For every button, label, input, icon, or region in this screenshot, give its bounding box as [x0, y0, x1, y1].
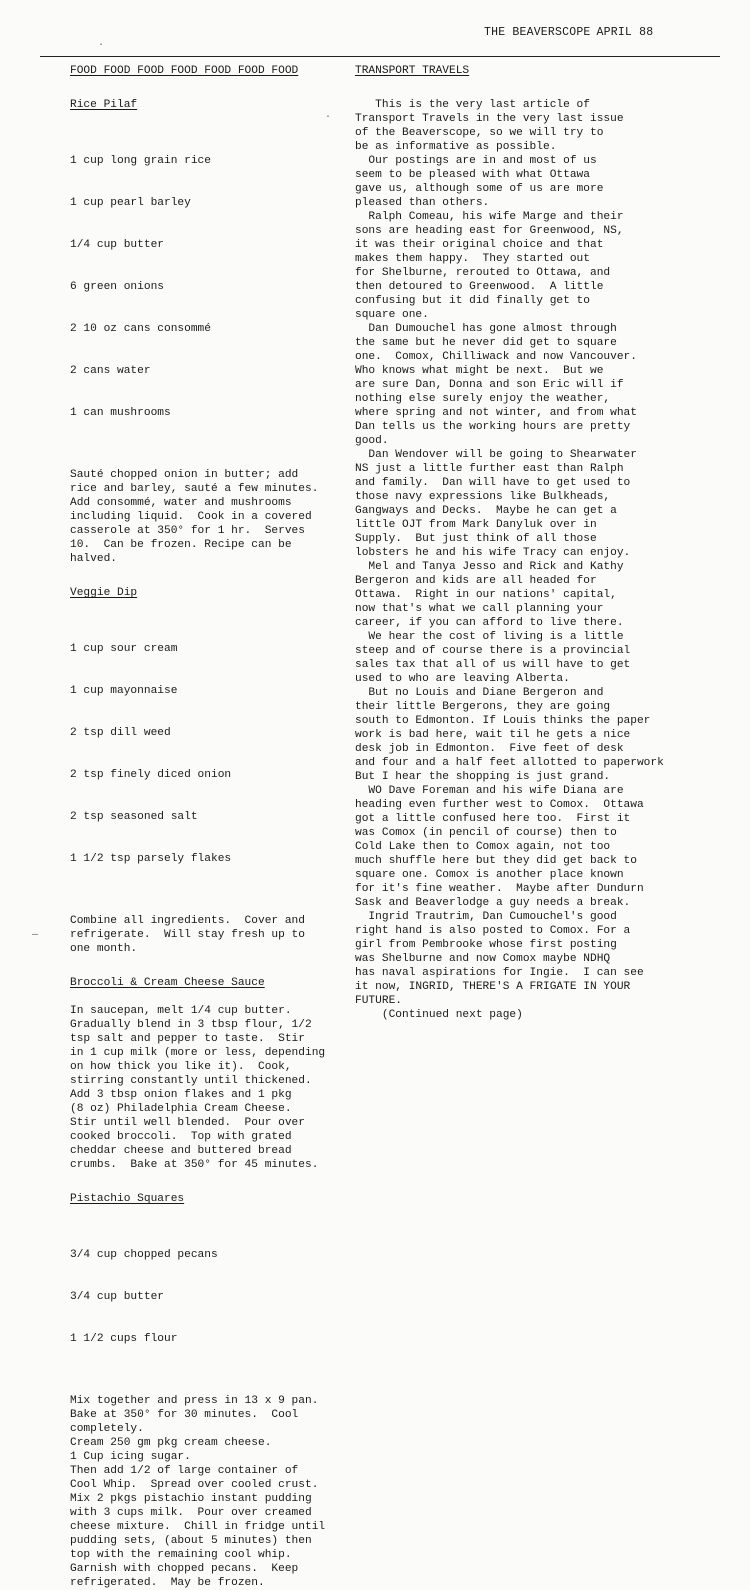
recipe-title-pistachio-squares: Pistachio Squares — [70, 1193, 185, 1205]
ingredient-item: 1 1/2 tsp parsely flakes — [70, 853, 232, 865]
food-column — [70, 64, 345, 1590]
transport-column-title: TRANSPORT TRAVELS — [355, 65, 470, 77]
method-rice-pilaf: Sauté chopped onion in butter; add rice and barley, sauté a few minutes. Add consommé, water and mushrooms including liquid. Cook in a covered casserole at 350° for 1 hr. Serves 10. Can be frozen. Recipe can be halved. — [70, 469, 319, 565]
method-pistachio-squares: Mix together and press in 13 x 9 pan. Bake at 350° for 30 minutes. Cool completely. Cream 250 gm pkg cream cheese. 1 Cup icing sugar. Then add 1/2 of large container of Cool Whip. Spread over cooled crust. Mix 2 pkgs pistachio instant pudding with 3 cups milk. Pour over creamed cheese mixture. Chill in fridge until pudding sets, (about 5 minutes) then top with the remaining cool whip. Garnish with chopped pecans. Keep refrigerated. May be frozen. — [70, 1395, 326, 1589]
method-broccoli-sauce: In saucepan, melt 1/4 cup butter. Gradually blend in 3 tbsp flour, 1/2 tsp salt and pepper to taste. Stir in 1 cup milk (more or less, depending on how thick you like it). Cook, stirring constantly until thickened. Add 3 tbsp onion flakes and 1 pkg (8 oz) Philadelphia Cream Cheese. Stir until well blended. Pour over cooked broccoli. Top with grated cheddar cheese and buttered bread crumbs. Bake at 350° for 45 minutes. — [70, 1005, 326, 1171]
ingredient-item: 1 cup sour cream — [70, 643, 178, 655]
transport-article-body: This is the very last article of Transport Travels in the very last issue of the Beaverscope, so we will try to be as informative as possible. Our postings are in and most of us seem to be pleased with what Ottawa gave us, although some of us are more pleased than others. Ralph Comeau, his wife Marge and their sons are heading east for Greenwood, NS, it was their original choice and that makes them happy. They started out for Shelburne, rerouted to Ottawa, and then detoured to Greenwood. A little confusing but it did finally get to square one. Dan Dumouchel has gone almost through the same but he never did get to square one. Comox, Chilliwack and now Vancouver. Who knows what might be next. But we are sure Dan, Donna and son Eric will if nothing else surely enjoy the weather, where spring and not winter, and from what Dan tells us the working hours are pretty good. Dan Wendover will be going to Shearwater NS just a little further east than Ralph and family. Dan will have to get used to those navy expressions like Bulkheads, Gangways and Decks. Maybe he can get a little OJT from Mark Danyluk over in Supply. But just think of all those lobsters he and his wife Tracy can enjoy. Mel and Tanya Jesso and Rick and Kathy Bergeron and kids are all headed for Ottawa. Right in our nations' capital, now that's what we call planning your career, if you can afford to live there. We hear the cost of living is a little steep and of course there is a provincial sales tax that all of us will have to get used to who are leaving Alberta. But no Louis and Diane Bergeron and their little Bergerons, they are going south to Edmonton. If Louis thinks the paper work is bad here, wait til he gets a nice desk job in Edmonton. Five feet of desk and four and a half feet allotted to paperwork But I hear the shopping is just grand. WO Dave Foreman and his wife Diana are heading even further west to Comox. Ottawa got a little confused here too. First it was Comox (in pencil of course) then to Cold Lake then to Comox again, not too much shuffle here but they did get back to square one. Comox is another place known for it's fine weather. Maybe after Dundurn Sask and Beaverlodge a guy needs a break. Ingrid Trautrim, Dan Cumouchel's good right hand is also posted to Comox. For a girl from Pembrooke whose first posting was Shelburne and now Comox maybe NDHQ has naval aspirations for Ingie. I can see it now, INGRID, THERE'S A FRIGATE IN YOUR FUTURE. (Continued next page) — [355, 99, 664, 1021]
food-column-title: FOOD FOOD FOOD FOOD FOOD FOOD FOOD — [70, 65, 299, 77]
ingredient-item: 2 tsp seasoned salt — [70, 811, 198, 823]
ingredients-veggie-dip — [70, 614, 345, 894]
ingredient-item: 1 1/2 cups flour — [70, 1333, 178, 1345]
ingredient-item: 2 tsp dill weed — [70, 727, 171, 739]
ingredients-rice-pilaf — [70, 126, 345, 448]
ingredient-item: 2 tsp finely diced onion — [70, 769, 232, 781]
recipe-title-broccoli-sauce: Broccoli & Cream Cheese Sauce — [70, 977, 265, 989]
scan-speck: — — [32, 930, 39, 941]
method-veggie-dip: Combine all ingredients. Cover and refrigerate. Will stay fresh up to one month. — [70, 915, 305, 955]
recipe-title-veggie-dip: Veggie Dip — [70, 587, 138, 599]
ingredient-item: 2 cans water — [70, 365, 151, 377]
ingredient-item: 1 cup pearl barley — [70, 197, 191, 209]
ingredient-item: 1 cup mayonnaise — [70, 685, 178, 697]
scan-speck: · — [325, 112, 332, 123]
newsletter-title: THE BEAVERSCOPE — [484, 26, 591, 39]
ingredient-item: 2 10 oz cans consommé — [70, 323, 211, 335]
scan-speck: · — [98, 40, 105, 51]
ingredient-item: 3/4 cup butter — [70, 1291, 164, 1303]
header-rule — [40, 56, 720, 57]
ingredient-item: 1 cup long grain rice — [70, 155, 211, 167]
recipe-title-rice-pilaf: Rice Pilaf — [70, 99, 138, 111]
ingredient-item: 3/4 cup chopped pecans — [70, 1249, 218, 1261]
ingredient-item: 6 green onions — [70, 281, 164, 293]
ingredient-item: 1/4 cup butter — [70, 239, 164, 251]
page-header — [484, 26, 659, 39]
ingredients-pistachio-squares — [70, 1220, 345, 1374]
ingredient-item: 1 can mushrooms — [70, 407, 171, 419]
issue-date: APRIL 88 — [596, 26, 654, 39]
transport-column — [355, 64, 675, 1022]
